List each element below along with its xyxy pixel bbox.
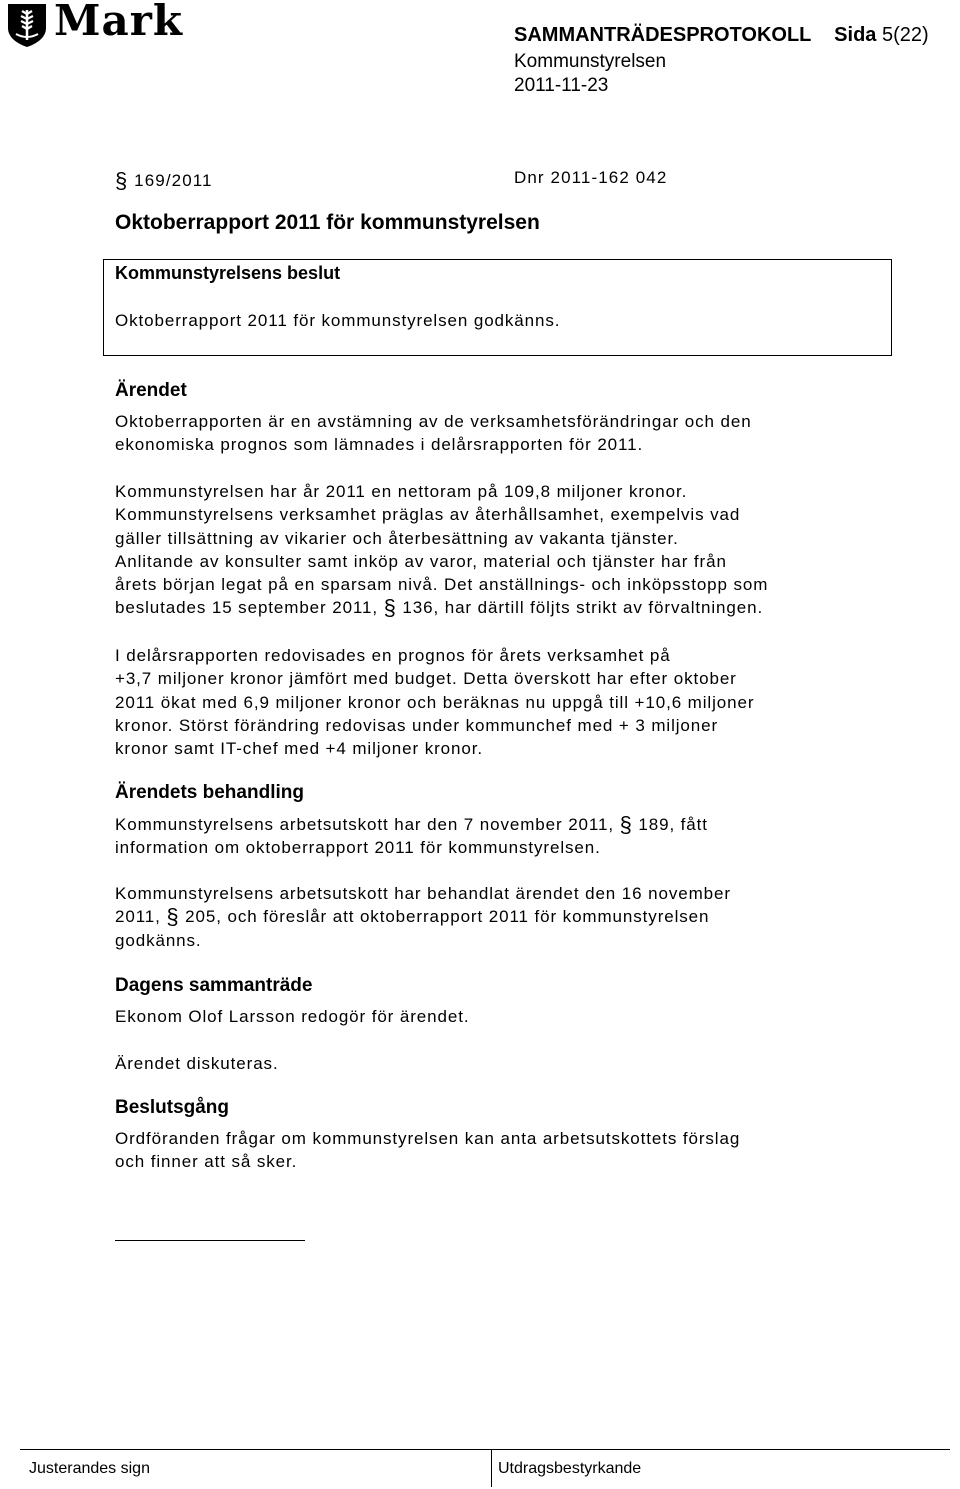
arendet-paragraph-1 bbox=[115, 410, 752, 457]
text-fragment: 189, fått bbox=[638, 815, 708, 834]
case-number-line bbox=[115, 168, 213, 194]
coat-of-arms-icon bbox=[6, 2, 48, 48]
page-number: 5(22) bbox=[881, 24, 929, 46]
section-symbol: § bbox=[166, 904, 180, 930]
text-fragment: 2011, bbox=[115, 907, 161, 927]
text-line: kronor. Störst förändring redovisas under kommunchef med + 3 miljoner bbox=[115, 715, 719, 735]
header-body: Kommunstyrelsen bbox=[514, 51, 667, 72]
end-separator bbox=[115, 1240, 305, 1241]
text-fragment: Kommunstyrelsens arbetsutskott har den 7 november 2011, bbox=[115, 815, 614, 834]
text-line: I delårsrapporten redovisades en prognos för årets verksamhet på bbox=[115, 646, 671, 665]
text-line: kronor samt IT-chef med +4 miljoner kronor. bbox=[115, 739, 483, 759]
beslutsgang-heading: Beslutsgång bbox=[115, 1097, 230, 1118]
text-fragment: 205, och föreslår att oktoberrapport 2011 för kommunstyrelsen bbox=[185, 907, 710, 927]
text-line: Oktoberrapporten är en avstämning av de verksamhetsförändringar och den bbox=[115, 412, 752, 431]
document-type-label: SAMMANTRÄDESPROTOKOLL bbox=[514, 24, 812, 46]
text-line: Kommunstyrelsens arbetsutskott har behandlat ärendet den 16 november bbox=[115, 884, 731, 903]
page-label: Sida bbox=[834, 24, 877, 46]
text-line: +3,7 miljoner kronor jämfört med budget. Detta överskott har efter oktober bbox=[115, 669, 737, 689]
text-line bbox=[115, 596, 768, 619]
text-line: gäller tillsättning av vikarier och återbesättning av vakanta tjänster. bbox=[115, 528, 679, 548]
footer-extract-field: Utdragsbestyrkande bbox=[498, 1460, 642, 1477]
section-symbol: § bbox=[115, 168, 129, 193]
section-symbol: § bbox=[619, 812, 633, 837]
dagens-heading: Dagens sammanträde bbox=[115, 975, 313, 996]
text-line: 2011 ökat med 6,9 miljoner kronor och beräknas nu uppgå till +10,6 miljoner bbox=[115, 692, 755, 712]
text-fragment: 136, har därtill följts strikt av förvaltningen. bbox=[402, 598, 764, 618]
arendet-paragraph-3 bbox=[115, 644, 754, 760]
text-line: årets början legat på en sparsam nivå. Det anställnings- och inköpsstopp som bbox=[115, 575, 769, 595]
dagens-paragraph-1: Ekonom Olof Larsson redogör för ärendet. bbox=[115, 1007, 470, 1026]
dnr: Dnr 2011-162 042 bbox=[514, 168, 668, 187]
text-line: Kommunstyrelsens verksamhet präglas av återhållsamhet, exempelvis vad bbox=[115, 505, 741, 525]
arendet-heading: Ärendet bbox=[115, 380, 187, 401]
municipality-logo bbox=[6, 2, 48, 48]
decision-heading: Kommunstyrelsens beslut bbox=[115, 263, 341, 283]
footer-divider bbox=[491, 1449, 492, 1487]
case-number: 169/2011 bbox=[134, 171, 213, 190]
header-date: 2011-11-23 bbox=[514, 75, 609, 96]
text-line: och finner att så sker. bbox=[115, 1152, 298, 1172]
text-fragment: beslutades 15 september 2011, bbox=[115, 598, 379, 618]
logo-wordmark: Mark bbox=[54, 0, 183, 45]
text-line: godkänns. bbox=[115, 930, 202, 950]
text-line bbox=[115, 813, 708, 836]
document-type bbox=[514, 24, 929, 47]
text-line: Kommunstyrelsen har år 2011 en nettoram på 109,8 miljoner kronor. bbox=[115, 482, 688, 501]
footer-rule bbox=[20, 1449, 950, 1450]
decision-box bbox=[103, 259, 892, 356]
text-line: Anlitande av konsulter samt inköp av varor, material och tjänster har från bbox=[115, 551, 727, 571]
beslutsgang-paragraph bbox=[115, 1127, 740, 1174]
text-line: ekonomiska prognos som lämnades i delårsrapporten för 2011. bbox=[115, 435, 644, 455]
behandling-paragraph-1 bbox=[115, 813, 708, 860]
text-line: Ordföranden frågar om kommunstyrelsen kan anta arbetsutskottets förslag bbox=[115, 1129, 741, 1148]
arendet-paragraph-2 bbox=[115, 480, 768, 620]
case-title: Oktoberrapport 2011 för kommunstyrelsen bbox=[115, 211, 540, 234]
dagens-paragraph-2: Ärendet diskuteras. bbox=[115, 1054, 279, 1073]
text-line bbox=[115, 905, 731, 928]
decision-text: Oktoberrapport 2011 för kommunstyrelsen godkänns. bbox=[115, 311, 561, 330]
text-line: information om oktoberrapport 2011 för kommunstyrelsen. bbox=[115, 838, 601, 858]
behandling-heading: Ärendets behandling bbox=[115, 782, 304, 803]
footer-signature-field: Justerandes sign bbox=[29, 1460, 150, 1477]
section-symbol: § bbox=[383, 595, 397, 621]
behandling-paragraph-2 bbox=[115, 882, 731, 952]
